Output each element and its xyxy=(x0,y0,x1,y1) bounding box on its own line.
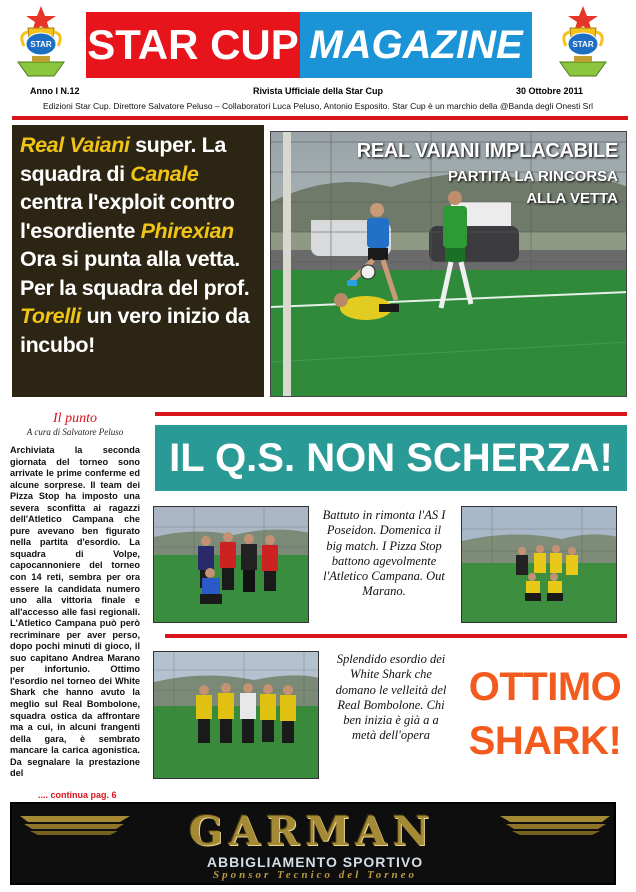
continua-link[interactable]: .... continua pag. 6 xyxy=(38,790,117,800)
masthead-title-magazine: MAGAZINE xyxy=(300,12,532,78)
lead-team-real-vaiani: Real Vaiani xyxy=(20,133,130,157)
team-photo-white-shark xyxy=(153,651,319,779)
story2-headline-line1: OTTIMO xyxy=(468,665,622,709)
story2-caption: Splendido esordio dei White Shark che domano le velleità del Real Bombolone. Chi ben inizia è già a a metà dell'opera xyxy=(335,652,447,743)
lead-text-4: un vero inizio da incubo! xyxy=(20,304,250,357)
masthead-credits: Edizioni Star Cup. Direttore Salvatore Peluso – Collaboratori Luca Peluso, Antonio Esposito. Star Cup è un marchio della @Banda degli Onesti Srl xyxy=(42,101,594,111)
divider-rule xyxy=(155,412,627,416)
team-photo-qs xyxy=(153,506,309,623)
column-byline: A cura di Salvatore Peluso xyxy=(26,427,124,437)
star-cup-logo-left xyxy=(10,4,72,80)
main-headline: IL Q.S. NON SCHERZA! xyxy=(155,425,627,491)
wing-right-icon xyxy=(500,814,610,836)
lead-team-phirexian: Phirexian xyxy=(140,218,234,243)
issue-date: 30 Ottobre 2011 xyxy=(516,86,584,96)
photo-subheadline-1: PARTITA LA RINCORSA xyxy=(448,168,618,185)
column-article-body: Archiviata la seconda giornata del torneo sono arrivate le prime conferme ed alcune sorprese. Il team dei Pizza Stop ha imposto una severa sconfitta ai ragazzi dell'Atletico Campana che pure avevano ben figurato nella partita d'esordio. La squadra di Volpe, capocannoniere del torneo con 14 reti, sembra per ora essere la candidata numero uno alla vittoria finale e all'accesso alle fasi regionali. L'Atletico Campana può però recriminare per aver perso, dopo pochi minuti di gioco, il suo capitano Andrea Marano per infortunio. Ottimo l'esordio nel torneo dei White Shark che hanno avuto la meglio sul Real Bombolone, squadra ostica da affrontare ma a cui, in alcuni frangenti della gara, è sembrato mancare la carica agonistica. Da segnalare la prestazione del xyxy=(10,445,140,779)
sponsor-banner-garman[interactable] xyxy=(10,802,616,885)
sponsor-tagline: ABBIGLIAMENTO SPORTIVO xyxy=(206,854,424,870)
column-title-il-punto: Il punto xyxy=(53,411,97,426)
lead-story-box xyxy=(12,125,264,397)
sponsor-brand: GARMAN xyxy=(188,808,436,855)
lead-prof-torelli: Torelli xyxy=(20,304,81,328)
match-photo-real-vaiani xyxy=(270,131,627,397)
team-photo-pizza-stop xyxy=(461,506,617,623)
masthead-subtitle: Rivista Ufficiale della Star Cup xyxy=(252,86,384,96)
divider-rule xyxy=(165,634,627,638)
star-cup-logo-right xyxy=(552,4,614,80)
photo-headline: REAL VAIANI IMPLACABILE xyxy=(356,140,618,162)
photo-subheadline-2: ALLA VETTA xyxy=(526,190,618,207)
masthead-title-star-cup: STAR CUP xyxy=(86,12,300,78)
logo-text: STAR xyxy=(30,40,52,49)
lead-text-3: Ora si punta alla vetta. Per la squadra del prof. xyxy=(20,247,250,300)
sponsor-note: Sponsor Tecnico del Torneo xyxy=(212,869,417,881)
story2-headline-line2: SHARK! xyxy=(468,719,622,763)
lead-text-1: super. La squadra di xyxy=(20,133,226,186)
lead-coach-canale: Canale xyxy=(130,161,199,186)
issue-number: Anno I N.12 xyxy=(30,86,80,96)
logo-text: STAR xyxy=(572,40,594,49)
lead-story-text xyxy=(20,131,256,359)
story2-headline xyxy=(460,660,630,768)
wing-left-icon xyxy=(20,814,130,836)
lead-text-2: centra l'exploit contro l'esordiente xyxy=(20,190,235,243)
story1-caption: Battuto in rimonta l'AS I Poseidon. Domenica il big match. I Pizza Stop battono agevolmente l'Atletico Campana. Out Marano. xyxy=(322,508,446,599)
divider-rule xyxy=(12,116,628,120)
